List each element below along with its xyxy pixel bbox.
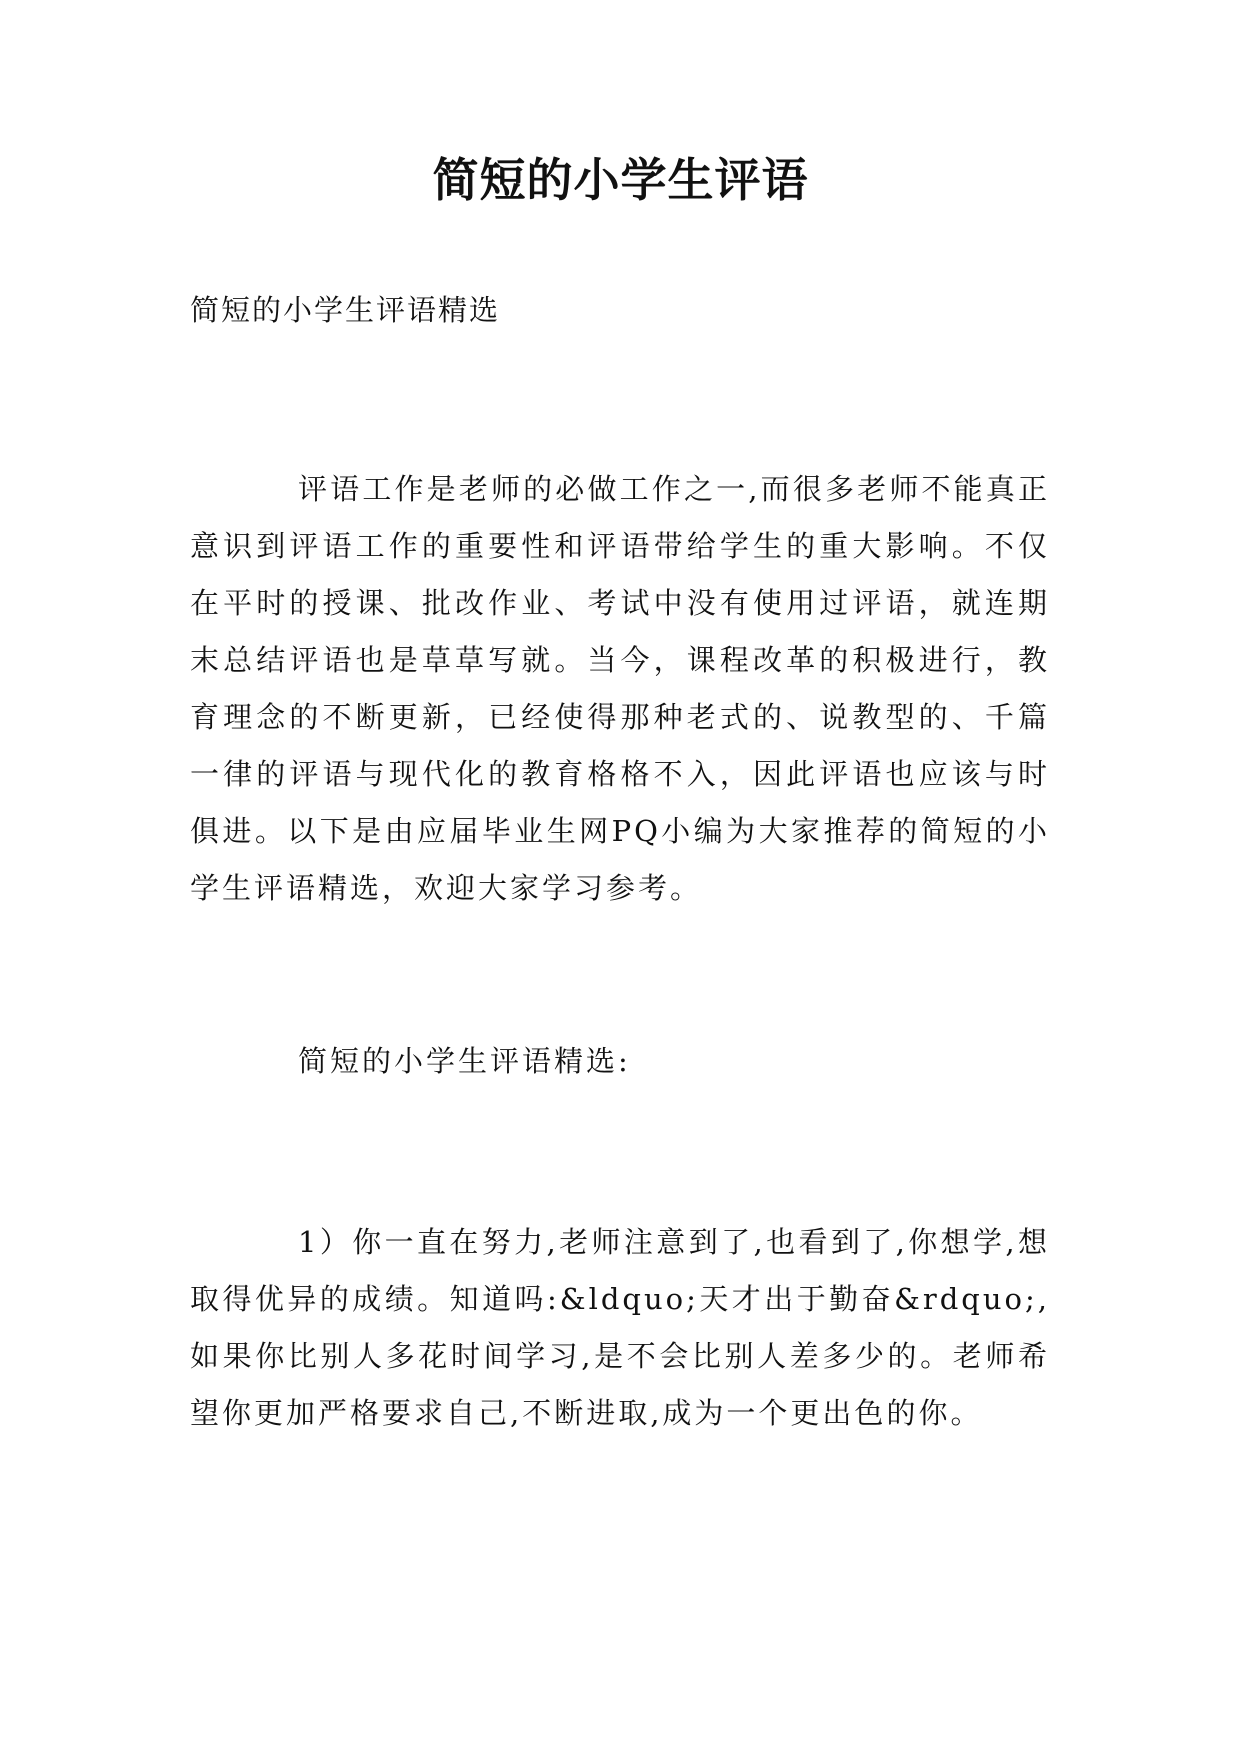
document-title: 简短的小学生评语 bbox=[432, 153, 809, 207]
intro-paragraph: 评语工作是老师的必做工作之一,而很多老师不能真正意识到评语工作的重要性和评语带给学生的重大影响。不仅在平时的授课、批改作业、考试中没有使用过评语，就连期末总结评语也是草草写就。当今，课程改革的积极进行，教育理念的不断更新，已经使得那种老式的、说教型的、千篇一律的评语与现代化的教育格格不入，因此评语也应该与时俱进。以下是由应届毕业生网PQ小编为大家推荐的简短的小学生评语精选，欢迎大家学习参考。 bbox=[190, 472, 1050, 905]
comment-paragraph-1: 1）你一直在努力,老师注意到了,也看到了,你想学,想取得优异的成绩。知道吗:&ldquo;天才出于勤奋&rdquo;,如果你比别人多花时间学习,是不会比别人差多少的。老师希望你更加严格要求自己,不断进取,成为一个更出色的你。 bbox=[190, 1225, 1050, 1430]
document-subtitle: 简短的小学生评语精选 bbox=[190, 293, 501, 327]
section-heading: 简短的小学生评语精选: bbox=[298, 1044, 631, 1078]
